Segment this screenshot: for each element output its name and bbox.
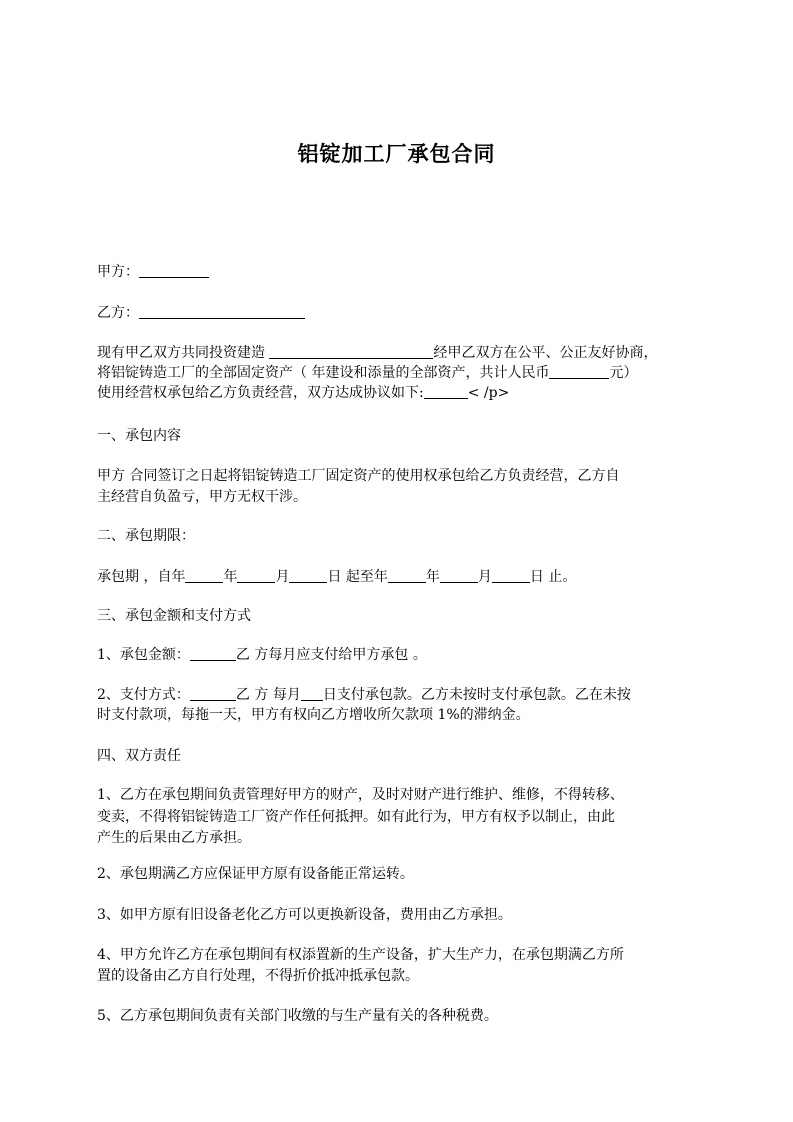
term-text: 日 起至年 (327, 569, 388, 585)
section-1-text: 甲方 合同签订之日起将铝锭铸造工厂固定资产的使用权承包给乙方负责经营，乙方自 (97, 468, 620, 484)
amount-text: 乙 方每月应支付给甲方承包 。 (235, 647, 427, 663)
payment-text: 日支付承包款。乙方未按时支付承包款。乙在未按 (322, 687, 631, 703)
agreement-blank (424, 383, 468, 399)
amount-blank (190, 645, 236, 661)
party-a-line (97, 262, 209, 282)
duty-1-line-1: 1、乙方在承包期间负责管理好甲方的财产，及时对财产进行维护、维修，不得转移、 (97, 787, 624, 803)
duty-4-line-2: 置的设备由乙方自行处理，不得折价抵冲抵承包款。 (97, 968, 419, 984)
payment-label: 2、支付方式： (97, 687, 190, 703)
term-text: 月 (275, 569, 290, 585)
duty-4-line-1: 4、甲方允许乙方在承包期间有权添置新的生产设备，扩大生产力，在承包期满乙方所 (97, 947, 624, 963)
duty-1-line-2: 变卖，不得将铝锭铸造工厂资产作任何抵押。如有此行为，甲方有权予以制止，由此 (97, 809, 615, 825)
blank (388, 567, 426, 583)
intro-text: 将铝锭铸造工厂的全部固定资产（ 年建设和添量的全部资产，共计人民币 (97, 365, 550, 381)
intro-text: 经甲乙双方在公平、公正友好协商， (433, 345, 658, 361)
blank (440, 567, 478, 583)
party-a-label: 甲方： (97, 264, 139, 280)
intro-line-3 (97, 383, 509, 403)
document-title: 铝锭加工厂承包合同 (297, 142, 496, 166)
section-1-text: 主经营自负盈亏，甲方无权干涉。 (97, 489, 307, 505)
payment-blank (190, 685, 236, 701)
duty-2: 2、承包期满乙方应保证甲方原有设备能正常运转。 (97, 866, 414, 882)
party-b-label: 乙方： (97, 305, 139, 321)
section-2-heading: 二、承包期限： (97, 528, 195, 544)
section-1-heading: 一、承包内容 (97, 428, 181, 444)
party-a-blank (139, 262, 209, 278)
term-line (97, 567, 576, 587)
intro-text: 现有甲乙双方共同投资建造 (97, 345, 270, 361)
payment-text: 乙 方 每月 (235, 687, 301, 703)
intro-text: 使用经营权承包给乙方负责经营，双方达成协议如下: (97, 385, 424, 401)
payment-line-2: 时支付款项，每拖一天，甲方有权向乙方增收所欠款项 1%的滞纳金。 (97, 707, 530, 723)
duty-3: 3、如甲方原有旧设备老化乙方可以更换新设备，费用由乙方承担。 (97, 907, 512, 923)
duty-5: 5、乙方承包期间负责有关部门收缴的与生产量有关的各种税费。 (97, 1008, 498, 1024)
term-text: 年 (425, 569, 440, 585)
section-3-heading: 三、承包金额和支付方式 (97, 608, 251, 624)
amount-label: 1、承包金额： (97, 647, 190, 663)
term-text: 年 (223, 569, 238, 585)
amount-line (97, 645, 427, 665)
party-b-line (97, 303, 305, 323)
blank (237, 567, 275, 583)
blank (289, 567, 327, 583)
day-blank (301, 685, 323, 701)
project-blank (269, 343, 433, 359)
intro-line-2 (97, 363, 637, 383)
blank (185, 567, 223, 583)
intro-text: < /p> (467, 385, 510, 401)
duty-1-line-3: 产生的后果由乙方承担。 (97, 830, 251, 846)
party-b-blank (139, 303, 305, 319)
term-text: 承包期 ，自年 (97, 569, 186, 585)
blank (492, 567, 530, 583)
term-text: 日 止。 (529, 569, 577, 585)
amount-blank (549, 363, 609, 379)
section-4-heading: 四、双方责任 (97, 748, 181, 764)
term-text: 月 (477, 569, 492, 585)
intro-text: 元） (609, 365, 638, 381)
payment-line (97, 685, 631, 705)
intro-line-1 (97, 343, 657, 363)
